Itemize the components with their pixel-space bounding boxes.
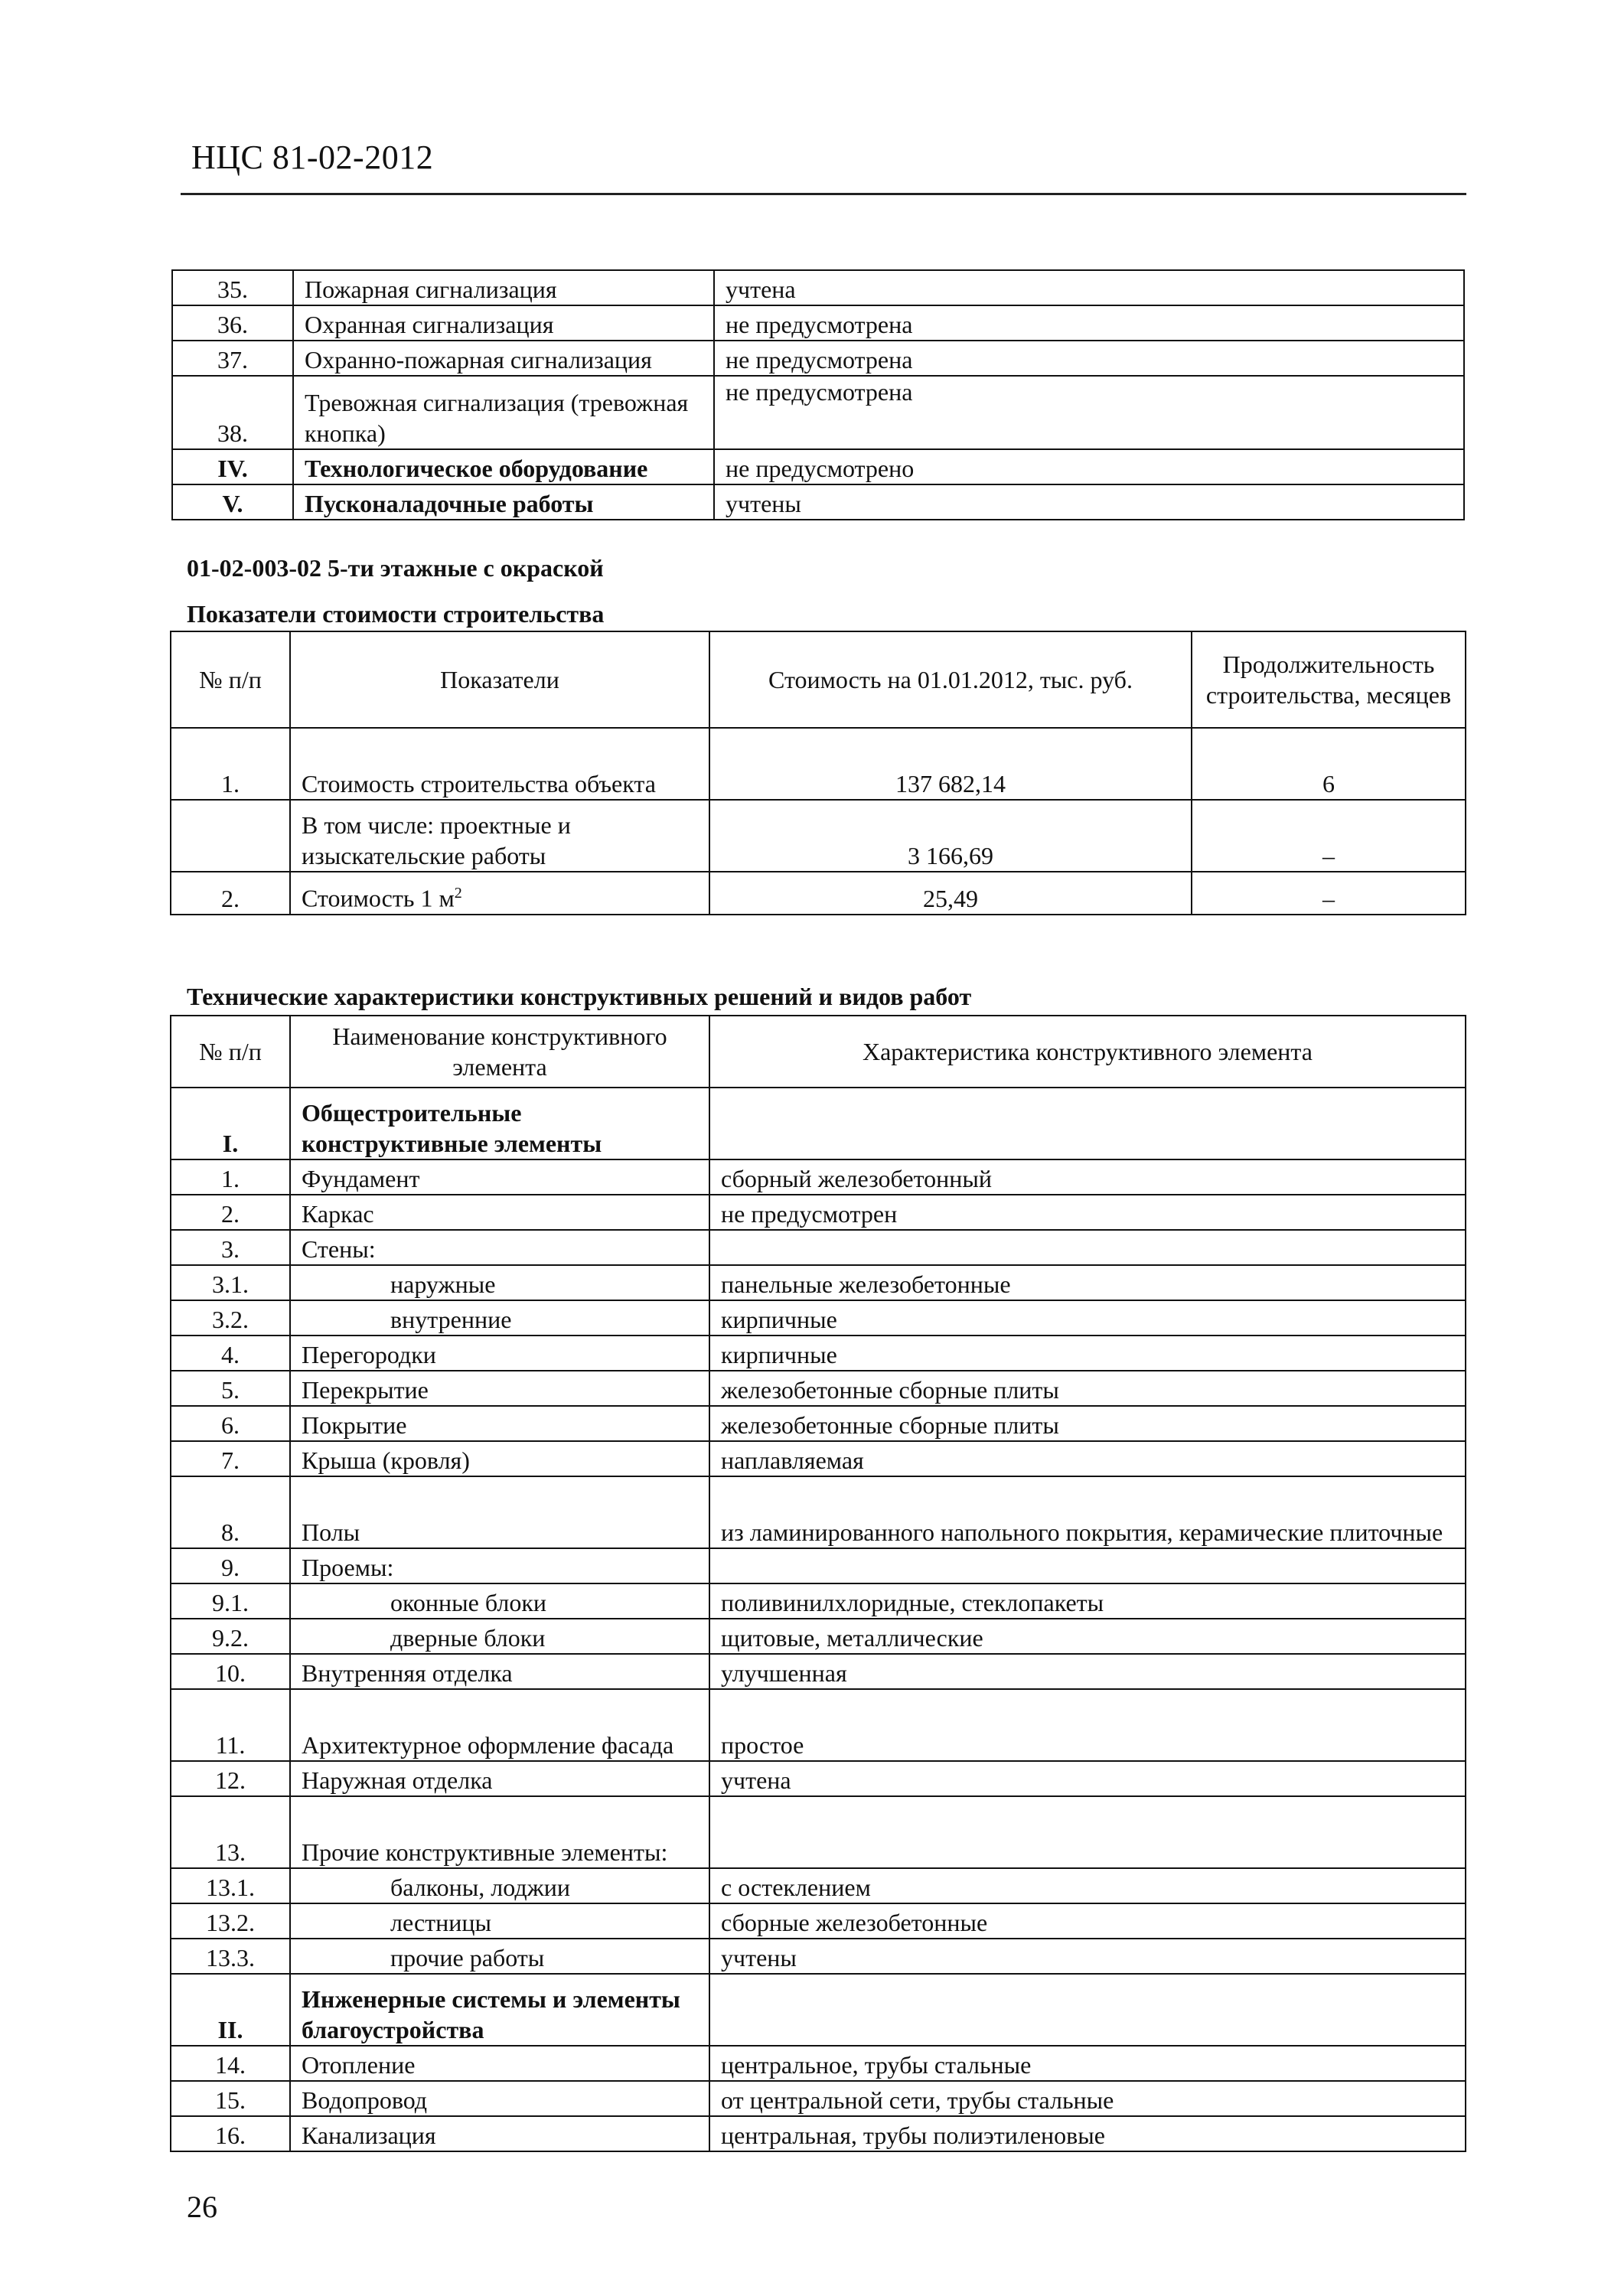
table-row xyxy=(171,1796,1466,1868)
cell-name: Пожарная сигнализация xyxy=(293,270,714,305)
cell-num: 15. xyxy=(171,2081,290,2116)
section-code: 01-02-003-02 5-ти этажные с окраской xyxy=(187,554,604,582)
table-row xyxy=(171,1336,1466,1371)
cell-num: 9.2. xyxy=(171,1619,290,1654)
cell-characteristic: учтены xyxy=(709,1939,1466,1974)
header-duration: Продолжительность строительства, месяцев xyxy=(1192,631,1466,728)
cell-num: 3.2. xyxy=(171,1300,290,1336)
cell-element: Водопровод xyxy=(290,2081,709,2116)
cell-num: 7. xyxy=(171,1441,290,1476)
table-row xyxy=(171,2046,1466,2081)
cell-num: 9. xyxy=(171,1548,290,1583)
cell-element: дверные блоки xyxy=(290,1619,709,1654)
table-row xyxy=(171,1406,1466,1441)
cell-duration: – xyxy=(1192,872,1466,915)
cell-num xyxy=(171,800,290,872)
header-element: Наименование конструктивного элемента xyxy=(290,1016,709,1088)
unit-cost-label: Стоимость 1 м xyxy=(302,885,455,912)
cell-characteristic: центральное, трубы стальные xyxy=(709,2046,1466,2081)
cell-num: 3. xyxy=(171,1230,290,1265)
cell-element: Стены: xyxy=(290,1230,709,1265)
cell-num: 13.3. xyxy=(171,1939,290,1974)
cell-num: 4. xyxy=(171,1336,290,1371)
table-row xyxy=(171,2116,1466,2151)
cell-element: Инженерные системы и элементы благоустройства xyxy=(290,1974,709,2046)
cell-num: 38. xyxy=(172,376,293,449)
table-header-row xyxy=(171,1016,1466,1088)
header-characteristic: Характеристика конструктивного элемента xyxy=(709,1016,1466,1088)
cell-num: 13.1. xyxy=(171,1868,290,1903)
cell-characteristic: наплавляемая xyxy=(709,1441,1466,1476)
cell-num: II. xyxy=(171,1974,290,2046)
cell-characteristic: учтена xyxy=(709,1761,1466,1796)
cell-element: балконы, лоджии xyxy=(290,1868,709,1903)
cell-characteristic: сборные железобетонные xyxy=(709,1903,1466,1939)
cell-name: Охранная сигнализация xyxy=(293,305,714,341)
table-row xyxy=(172,449,1464,484)
cell-element: внутренние xyxy=(290,1300,709,1336)
cell-value: учтена xyxy=(714,270,1464,305)
table-row xyxy=(171,1619,1466,1654)
cell-element: Перегородки xyxy=(290,1336,709,1371)
cell-num: 13. xyxy=(171,1796,290,1868)
cell-num: 16. xyxy=(171,2116,290,2151)
cell-num: 13.2. xyxy=(171,1903,290,1939)
cell-element: Канализация xyxy=(290,2116,709,2151)
header-num: № п/п xyxy=(171,1016,290,1088)
cell-cost: 137 682,14 xyxy=(709,728,1192,800)
cell-num: 14. xyxy=(171,2046,290,2081)
cell-element: Перекрытие xyxy=(290,1371,709,1406)
cell-characteristic: поливинилхлоридные, стеклопакеты xyxy=(709,1583,1466,1619)
cell-cost: 3 166,69 xyxy=(709,800,1192,872)
cell-num: 35. xyxy=(172,270,293,305)
cell-value: не предусмотрена xyxy=(714,305,1464,341)
cell-num: 10. xyxy=(171,1654,290,1689)
cell-characteristic xyxy=(709,1974,1466,2046)
cell-name: Пусконаладочные работы xyxy=(293,484,714,520)
cell-element: Архитектурное оформление фасада xyxy=(290,1689,709,1761)
cell-element: Внутренняя отделка xyxy=(290,1654,709,1689)
cell-indicator: Стоимость строительства объекта xyxy=(290,728,709,800)
table-row xyxy=(172,341,1464,376)
page-number: 26 xyxy=(187,2190,217,2224)
cell-num: 3.1. xyxy=(171,1265,290,1300)
cell-element: Покрытие xyxy=(290,1406,709,1441)
cell-value: не предусмотрено xyxy=(714,449,1464,484)
header-cost: Стоимость на 01.01.2012, тыс. руб. xyxy=(709,631,1192,728)
cell-duration: 6 xyxy=(1192,728,1466,800)
table-header-row xyxy=(171,631,1466,728)
cell-indicator xyxy=(290,872,709,915)
cell-element: Фундамент xyxy=(290,1159,709,1195)
cell-name: Тревожная сигнализация (тревожная кнопка) xyxy=(293,376,714,449)
superscript: 2 xyxy=(454,885,462,902)
cell-cost: 25,49 xyxy=(709,872,1192,915)
cell-name: Технологическое оборудование xyxy=(293,449,714,484)
cell-element: Прочие конструктивные элементы: xyxy=(290,1796,709,1868)
cell-characteristic: центральная, трубы полиэтиленовые xyxy=(709,2116,1466,2151)
table-row xyxy=(171,1088,1466,1159)
cell-num: 9.1. xyxy=(171,1583,290,1619)
cell-element: Крыша (кровля) xyxy=(290,1441,709,1476)
cell-indicator: В том числе: проектные и изыскательские работы xyxy=(290,800,709,872)
cell-value: не предусмотрена xyxy=(714,376,1464,449)
cell-num: I. xyxy=(171,1088,290,1159)
page-header-title: НЦС 81-02-2012 xyxy=(191,139,434,176)
cell-characteristic: железобетонные сборные плиты xyxy=(709,1406,1466,1441)
tech-table xyxy=(170,1015,1466,2152)
table-row xyxy=(171,1654,1466,1689)
table-row xyxy=(172,484,1464,520)
table-row xyxy=(171,1868,1466,1903)
table-row xyxy=(171,872,1466,915)
cell-value: не предусмотрена xyxy=(714,341,1464,376)
header-rule xyxy=(181,193,1466,195)
cell-characteristic: кирпичные xyxy=(709,1336,1466,1371)
table-row xyxy=(172,376,1464,449)
cell-characteristic: панельные железобетонные xyxy=(709,1265,1466,1300)
cell-num: 1. xyxy=(171,728,290,800)
cell-characteristic: кирпичные xyxy=(709,1300,1466,1336)
cell-num: 36. xyxy=(172,305,293,341)
table-row xyxy=(171,1476,1466,1548)
cell-characteristic xyxy=(709,1796,1466,1868)
table-row xyxy=(171,1230,1466,1265)
cell-duration: – xyxy=(1192,800,1466,872)
cell-num: 1. xyxy=(171,1159,290,1195)
table-row xyxy=(171,1974,1466,2046)
cell-characteristic xyxy=(709,1230,1466,1265)
cell-characteristic: щитовые, металлические xyxy=(709,1619,1466,1654)
table-row xyxy=(171,1583,1466,1619)
cell-characteristic: простое xyxy=(709,1689,1466,1761)
cell-characteristic: сборный железобетонный xyxy=(709,1159,1466,1195)
cell-element: Наружная отделка xyxy=(290,1761,709,1796)
cell-num: 2. xyxy=(171,1195,290,1230)
table-row xyxy=(171,1761,1466,1796)
cell-num: 8. xyxy=(171,1476,290,1548)
table-row xyxy=(171,800,1466,872)
table-row xyxy=(171,1939,1466,1974)
cell-num: 2. xyxy=(171,872,290,915)
cell-characteristic: от центральной сети, трубы стальные xyxy=(709,2081,1466,2116)
cell-num: 6. xyxy=(171,1406,290,1441)
cell-num: 11. xyxy=(171,1689,290,1761)
table-row xyxy=(172,270,1464,305)
cell-characteristic: с остеклением xyxy=(709,1868,1466,1903)
cell-characteristic xyxy=(709,1088,1466,1159)
cell-characteristic: железобетонные сборные плиты xyxy=(709,1371,1466,1406)
cell-value: учтены xyxy=(714,484,1464,520)
cell-characteristic: улучшенная xyxy=(709,1654,1466,1689)
cell-element: Полы xyxy=(290,1476,709,1548)
cell-num: 12. xyxy=(171,1761,290,1796)
cell-element: оконные блоки xyxy=(290,1583,709,1619)
cost-table xyxy=(170,631,1466,915)
cell-name: Охранно-пожарная сигнализация xyxy=(293,341,714,376)
cell-characteristic: из ламинированного напольного покрытия, керамические плиточные xyxy=(709,1476,1466,1548)
tech-table-title: Технические характеристики конструктивных решений и видов работ xyxy=(187,983,972,1010)
cost-table-title: Показатели стоимости строительства xyxy=(187,600,605,628)
table-row xyxy=(171,1689,1466,1761)
cell-element: Каркас xyxy=(290,1195,709,1230)
table-row xyxy=(171,728,1466,800)
cell-num: IV. xyxy=(172,449,293,484)
table-row xyxy=(171,1548,1466,1583)
top-table xyxy=(171,269,1465,520)
table-row xyxy=(171,1300,1466,1336)
table-row xyxy=(171,2081,1466,2116)
cell-element: Проемы: xyxy=(290,1548,709,1583)
header-num: № п/п xyxy=(171,631,290,728)
cell-element: Общестроительные конструктивные элементы xyxy=(290,1088,709,1159)
cell-characteristic xyxy=(709,1548,1466,1583)
table-row xyxy=(171,1265,1466,1300)
table-row xyxy=(171,1195,1466,1230)
table-row xyxy=(171,1159,1466,1195)
table-row xyxy=(171,1371,1466,1406)
cell-element: прочие работы xyxy=(290,1939,709,1974)
table-row xyxy=(171,1441,1466,1476)
cell-num: 37. xyxy=(172,341,293,376)
cell-num: 5. xyxy=(171,1371,290,1406)
cell-num: V. xyxy=(172,484,293,520)
cell-element: наружные xyxy=(290,1265,709,1300)
cell-element: лестницы xyxy=(290,1903,709,1939)
header-indicators: Показатели xyxy=(290,631,709,728)
table-row xyxy=(171,1903,1466,1939)
cell-characteristic: не предусмотрен xyxy=(709,1195,1466,1230)
table-row xyxy=(172,305,1464,341)
cell-element: Отопление xyxy=(290,2046,709,2081)
